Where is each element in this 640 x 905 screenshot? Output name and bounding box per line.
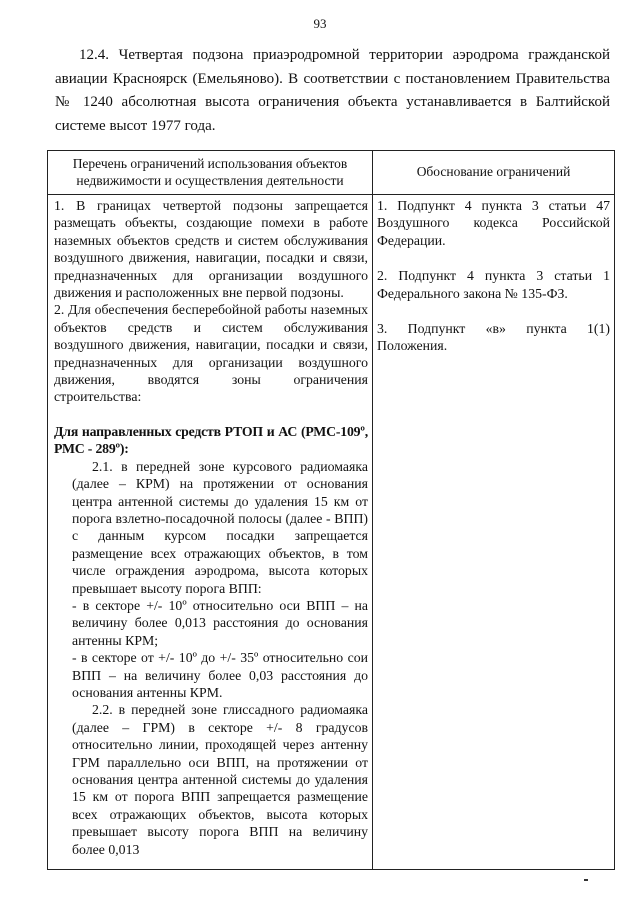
restriction-item-1: 1. В границах четвертой подзоны запрещается размещать объекты, создающие помехи в работе наземных объектов средств и систем обслуживания воздушного движения, навигации, посадки и связи, предназначенных для организации воздушного движения и расположенных вне первой подзоны. — [54, 198, 368, 301]
page-number: 93 — [313, 16, 327, 31]
section-heading-rtop: Для направленных средств РТОП и АС (РМС-109º, РМС - 289º): — [54, 423, 368, 457]
spacer — [54, 406, 368, 423]
intro-text: 12.4. Четвертая подзона приаэродромной территории аэродрома гражданской авиации Красноярск (Емельяново). В соответствии с постановлением Правительства № 1240 абсолютная высота ограничения объекта устанавливается в Балтийской системе высот 1977 года. — [55, 47, 610, 134]
justification-item-3: 3. Подпункт «в» пункта 1(1) Положения. — [377, 321, 610, 354]
intro-paragraph — [55, 44, 610, 138]
subitem-2-1: 2.1. в передней зоне курсового радиомаяка (далее – КРМ) на протяжении от основания центра антенной системы до удаления 15 км от порога взлетно-посадочной полосы (далее - ВПП) с данным курсом посадки запрещается размещение всех отражающих объектов, в том числе ограждения аэродрома, высота которых превышает высоту порога ВПП: — [72, 458, 368, 596]
restriction-item-2: 2. Для обеспечения бесперебойной работы наземных объектов средств и систем обслуживания воздушного движения, навигации, посадки и связи, предназначенных для организации воздушного движения, вводятся зоны ограничения строительства: — [54, 302, 368, 405]
table-row — [48, 195, 615, 870]
subitem-2-2: 2.2. в передней зоне глиссадного радиомаяка (далее – ГРМ) в секторе +/- 8 градусов относительно линии, проходящей через антенну ГРМ параллельно оси ВПП, на протяжении от основания центра антенной системы до удаления 15 км от порога ВПП запрещается размещение всех отражающих объектов, высота которых превышает высоту порога ВПП на величину более 0,013 — [72, 702, 368, 857]
subitem-2-1-a: - в секторе +/- 10º относительно оси ВПП – на величину более 0,013 расстояния до основания антенны КРМ; — [72, 597, 368, 648]
scan-mark — [584, 879, 588, 881]
restrictions-cell — [48, 195, 373, 870]
header-restrictions-list: Перечень ограничений использования объектов недвижимости и осуществления деятельности — [48, 151, 373, 195]
justification-item-2: 2. Подпункт 4 пункта 3 статьи 1 Федерального закона № 135-ФЗ. — [377, 268, 610, 301]
header-justification: Обоснование ограничений — [373, 151, 615, 195]
justification-item-1: 1. Подпункт 4 пункта 3 статьи 47 Воздушного кодекса Российской Федерации. — [377, 198, 610, 248]
restrictions-table — [47, 150, 615, 870]
table-header-row — [48, 151, 615, 195]
justification-cell — [373, 195, 615, 870]
subitem-2-1-b: - в секторе от +/- 10º до +/- 35º относительно сои ВПП – на величину более 0,03 расстояния до основания антенны КРМ. — [72, 650, 368, 700]
